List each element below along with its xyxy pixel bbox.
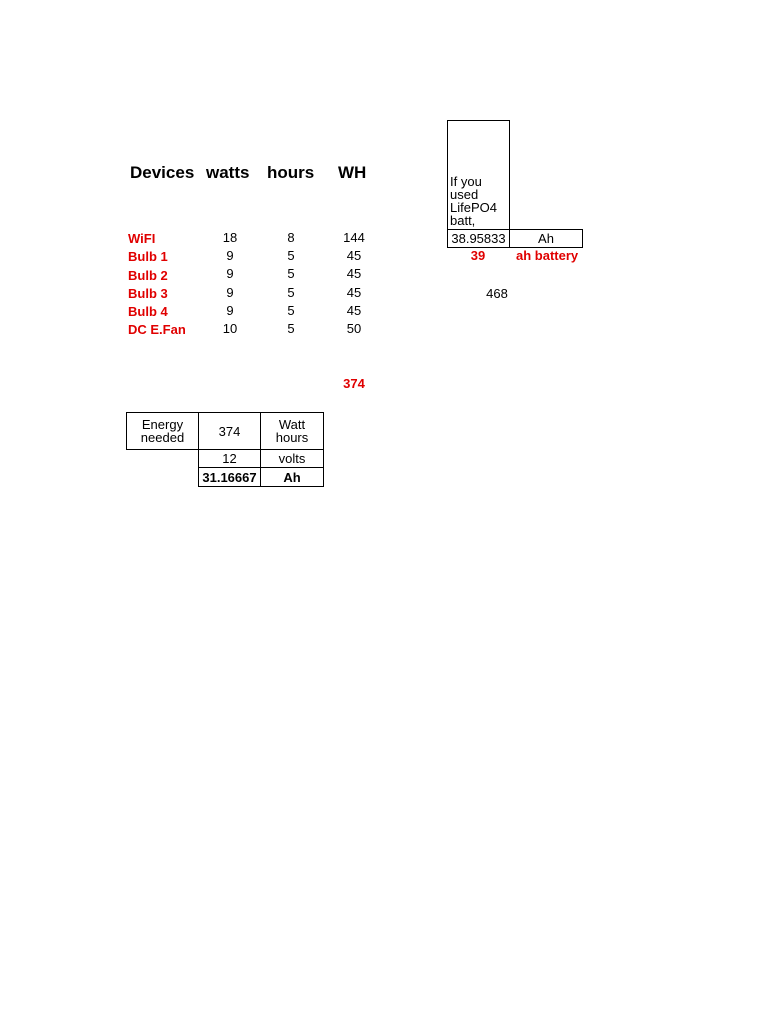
lifepo4-extra: 468 (486, 286, 508, 301)
device-name: Bulb 3 (128, 286, 168, 301)
lifepo4-unit: Ah (509, 229, 583, 248)
device-name: Bulb 2 (128, 268, 168, 283)
ah-value: 31.16667 (198, 467, 261, 487)
device-watts: 9 (226, 303, 234, 318)
device-name: Bulb 4 (128, 304, 168, 319)
lifepo4-rounded-label: ah battery (516, 248, 579, 263)
device-hours: 5 (287, 266, 295, 281)
device-wh: 45 (346, 285, 362, 300)
device-watts: 9 (226, 248, 234, 263)
device-name: DC E.Fan (128, 322, 186, 337)
lifepo4-rounded: 39 (470, 248, 486, 263)
device-watts: 9 (226, 285, 234, 300)
header-watts: watts (206, 163, 250, 182)
device-wh: 45 (346, 303, 362, 318)
energy-unit: Watt hours (260, 412, 324, 450)
device-wh: 144 (343, 230, 365, 245)
header-wh: WH (338, 163, 367, 182)
lifepo4-value: 38.95833 (447, 229, 510, 248)
device-watts: 9 (226, 266, 234, 281)
device-hours: 5 (287, 303, 295, 318)
volts-value: 12 (198, 449, 261, 468)
total-wh: 374 (343, 376, 365, 391)
ah-unit: Ah (260, 467, 324, 487)
device-hours: 5 (287, 285, 295, 300)
energy-value: 374 (198, 412, 261, 450)
device-watts: 10 (222, 321, 238, 336)
volts-unit: volts (260, 449, 324, 468)
header-hours: hours (267, 163, 315, 182)
device-wh: 45 (346, 266, 362, 281)
device-wh: 50 (346, 321, 362, 336)
lifepo4-note: If you used LifePO4 batt, (447, 120, 510, 230)
header-devices: Devices (130, 163, 195, 182)
device-hours: 5 (287, 321, 295, 336)
device-name: Bulb 1 (128, 249, 168, 264)
device-watts: 18 (222, 230, 238, 245)
energy-label: Energy needed (126, 412, 199, 450)
device-wh: 45 (346, 248, 362, 263)
device-name: WiFI (128, 231, 156, 246)
device-hours: 5 (287, 248, 295, 263)
device-hours: 8 (287, 230, 295, 245)
